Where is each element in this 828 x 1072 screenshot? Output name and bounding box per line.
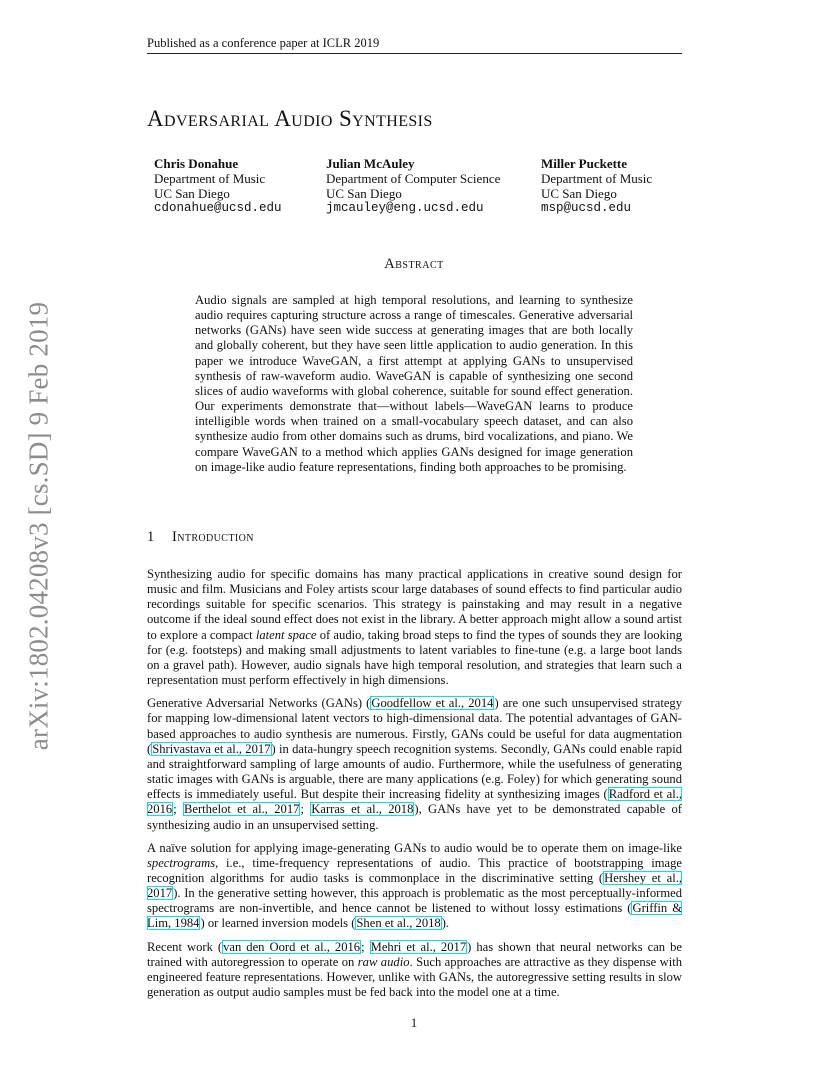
- author-block: [326, 156, 500, 216]
- citation-link[interactable]: Berthelot et al., 2017: [184, 802, 300, 817]
- author-name: Chris Donahue: [154, 156, 239, 171]
- body-text: [147, 567, 682, 1008]
- author-name: Miller Puckette: [541, 156, 628, 171]
- paragraph: Recent work (van den Oord et al., 2016; Mehri et al., 2017) has shown that neural networks can be trained with autoregression to operate on raw audio. Such approaches are attractive as they dispense with engineered feature representations. However, unlike with GANs, the autoregressive setting results in slow generation as output audio samples must be fed back into the model one at a time.: [147, 939, 683, 1000]
- author-block: [541, 156, 652, 216]
- author-email[interactable]: msp@ucsd.edu: [541, 201, 632, 215]
- author-department: Department of Music: [154, 171, 266, 186]
- page-number: 1: [410, 1016, 418, 1030]
- section-number: 1: [147, 529, 155, 545]
- citation-link[interactable]: Goodfellow et al., 2014: [371, 696, 494, 711]
- paper-title: Adversarial Audio Synthesis: [147, 106, 433, 131]
- citation-link[interactable]: Karras et al., 2018: [311, 802, 414, 817]
- running-header: Published as a conference paper at ICLR 2019: [147, 36, 380, 50]
- citation-link[interactable]: Radford et al., 2016: [147, 787, 682, 817]
- arxiv-identifier: arXiv:1802.04208v3 [cs.SD] 9 Feb 2019: [23, 301, 54, 751]
- author-email[interactable]: jmcauley@eng.ucsd.edu: [326, 201, 484, 215]
- paragraph: Generative Adversarial Networks (GANs) (Goodfellow et al., 2014) are one such unsupervised strategy for mapping low-dimensional latent vectors to high-dimensional data. The potential advantages of GAN-based approaches to audio synthesis are numerous. Firstly, GANs could be useful for data augmentation (Shrivastava et al., 2017) in data-hungry speech recognition systems. Secondly, GANs could enable rapid and straightforward sampling of large amounts of audio. Furthermore, while the usefulness of generating static images with GANs is arguable, there are many applications (e.g. Foley) for which generating sound effects is immediately useful. But despite their increasing fidelity at synthesizing images (Radford et al., 2016; Berthelot et al., 2017; Karras et al., 2018), GANs have yet to be demonstrated capable of synthesizing audio in an unsupervised setting.: [147, 696, 683, 832]
- abstract-heading: Abstract: [384, 256, 444, 272]
- author-university: UC San Diego: [326, 186, 402, 201]
- citation-link[interactable]: Mehri et al., 2017: [370, 939, 467, 954]
- citation-link[interactable]: Shen et al., 2018: [356, 916, 441, 931]
- paragraph: A naïve solution for applying image-generating GANs to audio would be to operate them on image-like spectrograms, i.e., time-frequency representations of audio. This practice of bootstrapping image recognition algorithms for audio tasks is commonplace in the discriminative setting (Hershey et al., 2017). In the generative setting however, this approach is problematic as the most perceptually-informed spectrograms are non-invertible, and hence cannot be listened to without lossy estimations (Griffin & Lim, 1984) or learned inversion models (Shen et al., 2018).: [147, 840, 682, 931]
- citation-link[interactable]: Hershey et al., 2017: [147, 870, 682, 901]
- emphasis: latent space: [255, 627, 317, 642]
- citation-link[interactable]: Griffin & Lim, 1984: [147, 901, 682, 931]
- section-title: Introduction: [172, 529, 254, 545]
- header-rule: [147, 53, 682, 54]
- author-university: UC San Diego: [541, 186, 617, 201]
- author-block: [154, 156, 282, 216]
- author-name: Julian McAuley: [326, 156, 415, 171]
- emphasis: spectrograms: [147, 855, 216, 870]
- author-department: Department of Music: [541, 171, 653, 186]
- author-email[interactable]: cdonahue@ucsd.edu: [154, 201, 282, 215]
- paragraph: Synthesizing audio for specific domains has many practical applications in creative sound design for music and film. Musicians and Foley artists scour large databases of sound effects to find particular audio recordings suitable for specific scenarios. This strategy is painstaking and may result in a negative outcome if the ideal sound effect does not exist in the library. A better approach might allow a sound artist to explore a compact latent space of audio, taking broad steps to find the types of sounds they are looking for (e.g. footsteps) and making small adjustments to latent variables to fine-tune (e.g. a large boot lands on a gravel path). However, audio signals have high temporal resolution, and strategies that learn such a representation must perform effectively in high dimensions.: [147, 567, 682, 688]
- arxiv-sidebar: [14, 296, 64, 756]
- abstract-text: Audio signals are sampled at high temporal resolutions, and learning to synthesize audio requires capturing structure across a range of timescales. Generative adversarial networks (GANs) have seen wide success at generating images that are both locally and globally coherent, but they have seen little application to audio generation. In this paper we introduce WaveGAN, a first attempt at applying GANs to unsupervised synthesis of raw-waveform audio. WaveGAN is capable of synthesizing one second slices of audio waveforms with global coherence, suitable for sound effect generation. Our experiments demonstrate that—without labels—WaveGAN learns to produce intelligible words when trained on a small-vocabulary speech dataset, and can also synthesize audio from other domains such as drums, bird vocalizations, and piano. We compare WaveGAN to a method which applies GANs designed for image generation on image-like audio feature representations, finding both approaches to be promising.: [195, 293, 633, 474]
- citation-link[interactable]: van den Oord et al., 2016: [223, 939, 361, 954]
- emphasis: raw audio: [357, 954, 410, 969]
- section-heading: [147, 529, 254, 546]
- citation-link[interactable]: Shrivastava et al., 2017: [152, 741, 271, 756]
- author-department: Department of Computer Science: [326, 171, 501, 186]
- author-university: UC San Diego: [154, 186, 230, 201]
